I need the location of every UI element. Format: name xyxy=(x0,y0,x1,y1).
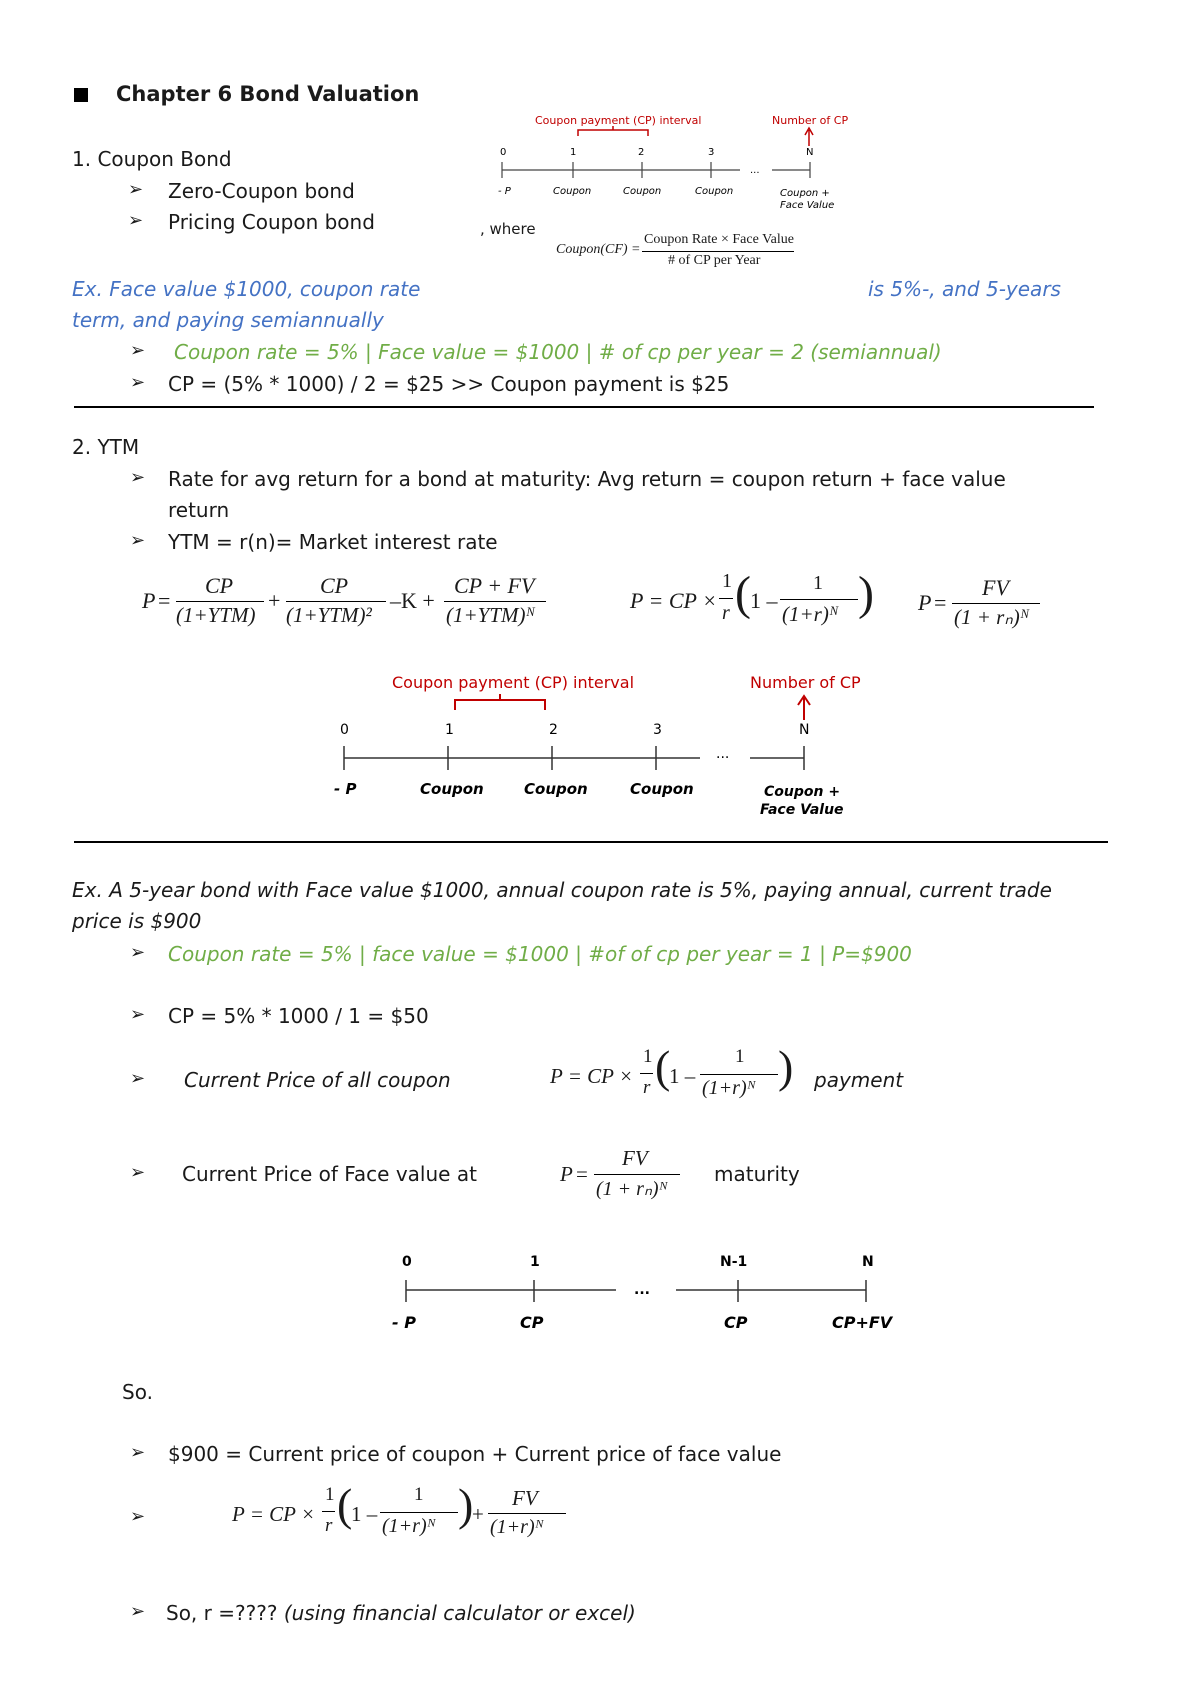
so-label: So. xyxy=(122,1380,153,1404)
example1-given: Coupon rate = 5% | Face value = $1000 | # of cp per year = 2 (semiannual) xyxy=(174,340,942,364)
arrow-up-icon xyxy=(798,696,810,720)
example2-line2: price is $900 xyxy=(72,909,202,933)
svg-text:- P: - P xyxy=(392,1313,416,1332)
svg-text:Coupon +: Coupon + xyxy=(780,188,830,199)
where-label: , where xyxy=(480,220,536,238)
arrow-bullet-icon: ➢ xyxy=(130,1004,146,1025)
svg-text:CP: CP xyxy=(520,1313,544,1332)
svg-text:Face Value: Face Value xyxy=(760,802,844,818)
svg-text:N-1: N-1 xyxy=(720,1254,748,1270)
arrow-bullet-icon: ➢ xyxy=(130,372,146,393)
interval-bracket xyxy=(578,126,648,136)
svg-text:N: N xyxy=(799,722,810,738)
svg-text:Coupon: Coupon xyxy=(623,186,662,197)
divider xyxy=(74,406,1094,408)
svg-text:Coupon: Coupon xyxy=(695,186,734,197)
page-title: Chapter 6 Bond Valuation xyxy=(116,82,420,106)
arrow-bullet-icon: ➢ xyxy=(130,530,146,551)
bullet-pricing-coupon: Pricing Coupon bond xyxy=(168,210,375,234)
svg-text:1: 1 xyxy=(570,147,577,158)
svg-text:Coupon payment (CP) interval: Coupon payment (CP) interval xyxy=(392,673,635,692)
final-line xyxy=(166,1601,636,1625)
timeline-big xyxy=(330,670,890,820)
svg-text:Coupon: Coupon xyxy=(630,780,694,798)
arrow-bullet-icon: ➢ xyxy=(130,1506,146,1527)
svg-text:2: 2 xyxy=(549,722,558,738)
svg-text:Coupon: Coupon xyxy=(524,780,588,798)
ytm-bullet1-line2: return xyxy=(168,498,230,522)
conclusion-equation: $900 = Current price of coupon + Current price of face value xyxy=(168,1442,782,1466)
coupon-pv-label: Current Price of all coupon xyxy=(184,1068,451,1092)
svg-text:Coupon: Coupon xyxy=(553,186,592,197)
example2-given: Coupon rate = 5% | face value = $1000 | #of of cp per year = 1 | P=$900 xyxy=(168,942,912,966)
number-label: Number of CP xyxy=(772,114,849,127)
svg-text:1: 1 xyxy=(530,1254,540,1270)
face-pv-label: Current Price of Face value at xyxy=(182,1162,477,1186)
svg-text:Coupon +: Coupon + xyxy=(764,784,841,800)
timeline-small xyxy=(480,110,860,220)
svg-text:- P: - P xyxy=(334,780,357,798)
final-prefix: So, r =???? xyxy=(166,1601,284,1625)
svg-text:...: ... xyxy=(716,746,730,762)
example1-cp-calc: CP = (5% * 1000) / 2 = $25 >> Coupon payment is $25 xyxy=(168,372,730,396)
svg-text:0: 0 xyxy=(500,147,507,158)
arrow-bullet-icon: ➢ xyxy=(130,1442,146,1463)
arrow-bullet-icon: ➢ xyxy=(130,1068,146,1089)
ytm-bullet2: YTM = r(n)= Market interest rate xyxy=(168,530,498,554)
arrow-bullet-icon: ➢ xyxy=(128,210,144,231)
section1-heading: 1. Coupon Bond xyxy=(72,147,232,171)
example2-cp-calc: CP = 5% * 1000 / 1 = $50 xyxy=(168,1004,429,1028)
coupon-formula-lhs: Coupon(CF) = xyxy=(556,242,641,257)
svg-text:N: N xyxy=(806,147,814,158)
example1-left: Ex. Face value $1000, coupon rate xyxy=(72,277,421,301)
arrow-bullet-icon: ➢ xyxy=(130,942,146,963)
svg-text:0: 0 xyxy=(340,722,349,738)
coupon-formula-numerator: Coupon Rate × Face Value xyxy=(644,232,794,247)
svg-text:...: ... xyxy=(750,165,760,176)
bullet-square-icon xyxy=(74,88,88,102)
svg-text:1: 1 xyxy=(445,722,454,738)
ytm-bullet1-line1: Rate for avg return for a bond at maturity: Avg return = coupon return + face value xyxy=(168,467,1006,491)
example1-right: is 5%-, and 5-years xyxy=(868,277,1061,301)
svg-text:CP: CP xyxy=(724,1313,748,1332)
svg-text:N: N xyxy=(862,1254,874,1270)
divider xyxy=(74,841,1108,843)
example2-line1: Ex. A 5-year bond with Face value $1000, annual coupon rate is 5%, paying annual, current trade xyxy=(72,878,1052,902)
fraction-bar xyxy=(642,251,794,252)
svg-text:Number of CP: Number of CP xyxy=(750,673,861,692)
coupon-formula-denominator: # of CP per Year xyxy=(668,253,761,268)
svg-text:2: 2 xyxy=(638,147,645,158)
svg-text:- P: - P xyxy=(498,186,511,197)
face-pv-suffix: maturity xyxy=(714,1162,800,1186)
svg-text:0: 0 xyxy=(402,1254,412,1270)
coupon-pv-suffix: payment xyxy=(814,1068,904,1092)
svg-text:...: ... xyxy=(634,1282,650,1298)
section2-heading: 2. YTM xyxy=(72,435,140,459)
svg-text:3: 3 xyxy=(708,147,715,158)
arrow-bullet-icon: ➢ xyxy=(130,340,146,361)
svg-text:Face Value: Face Value xyxy=(780,200,835,211)
svg-text:3: 3 xyxy=(653,722,662,738)
arrow-bullet-icon: ➢ xyxy=(130,1162,146,1183)
arrow-bullet-icon: ➢ xyxy=(130,467,146,488)
arrow-bullet-icon: ➢ xyxy=(130,1601,146,1622)
final-note: (using financial calculator or excel) xyxy=(283,1601,636,1625)
bullet-zero-coupon: Zero-Coupon bond xyxy=(168,179,355,203)
arrow-up-icon xyxy=(805,128,813,146)
svg-text:Coupon: Coupon xyxy=(420,780,484,798)
timeline-cp xyxy=(390,1250,920,1340)
example1-line2: term, and paying semiannually xyxy=(72,308,384,332)
arrow-bullet-icon: ➢ xyxy=(128,179,144,200)
interval-label: Coupon payment (CP) interval xyxy=(535,114,702,127)
svg-text:CP+FV: CP+FV xyxy=(832,1313,893,1332)
